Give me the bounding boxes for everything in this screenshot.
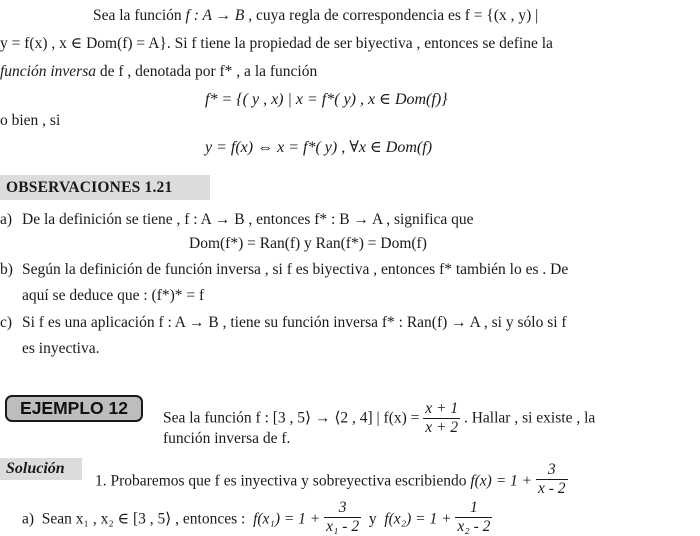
- solucion-a-f1: f(x₁) = 1 +: [253, 510, 321, 528]
- intro-line-1-text-b: f : A → B: [185, 7, 245, 24]
- obs-b-line-2: aquí se deduce que : (f*)* = f: [22, 287, 205, 304]
- solucion-step-1-text: 1. Probaremos que f es inyectiva y sobreyectiva escribiendo: [95, 472, 467, 490]
- solucion-a-f2-fraction: [455, 500, 492, 536]
- intro-line-1-text-a: Sea la función: [93, 7, 186, 24]
- ejemplo-line-2: función inversa de f.: [163, 430, 291, 447]
- obs-c-line-1: Si f es una aplicación f : A → B , tiene su función inversa f* : Ran(f) → A , si y sólo si f: [22, 314, 567, 331]
- intro-line-3-text: de f , denotada por f* , a la función: [96, 63, 318, 80]
- solucion-a-text: Sean x₁ , x₂ ∈ [3 , 5⟩ , entonces :: [41, 510, 246, 528]
- solucion-step-1-fraction: [536, 462, 568, 498]
- solucion-a-f2-numerator: 1: [455, 500, 492, 518]
- obs-a-formula: Dom(f*) = Ran(f) y Ran(f*) = Dom(f): [189, 235, 427, 252]
- solucion-step-1: [95, 462, 568, 498]
- intro-line-1-text-c: , cuya regla de correspondencia es: [244, 7, 465, 24]
- ejemplo-line-1-text-a: Sea la función f : [3 , 5⟩ → ⟨2 , 4] | f(x) =: [163, 409, 420, 427]
- solucion-a-conjunction: y: [368, 510, 377, 528]
- obs-b-label: b): [0, 261, 13, 278]
- solucion-step-1-formula: f(x) = 1 +: [470, 472, 533, 490]
- solucion-label: Solución: [6, 460, 65, 477]
- ejemplo-line-1-text-b: . Hallar , si existe , la: [463, 409, 596, 427]
- intro-line-1-text-d: f = {(x , y) |: [464, 7, 539, 24]
- obs-a-label: a): [0, 211, 13, 228]
- obs-c-line-2: es inyectiva.: [22, 340, 100, 357]
- solucion-a-line: [22, 500, 492, 536]
- obs-a-text: De la definición se tiene , f : A → B , entonces f* : B → A , significa que: [22, 211, 474, 228]
- ejemplo-fraction: [423, 401, 460, 437]
- solucion-a-f2-denominator: x₂ - 2: [457, 518, 491, 536]
- formula-equivalence: y = f(x) ⇔ x = f*( y) , ∀x ∈ Dom(f): [205, 139, 433, 156]
- solucion-step-1-numerator: 3: [536, 462, 568, 480]
- observaciones-title: OBSERVACIONES 1.21: [6, 179, 173, 196]
- solucion-a-label: a): [22, 510, 35, 528]
- obs-b-line-1: Según la definición de función inversa , si f es biyectiva , entonces f* también lo es . De: [22, 261, 569, 278]
- solucion-a-f1-numerator: 3: [324, 500, 361, 518]
- solucion-a-f1-fraction: [324, 500, 361, 536]
- solucion-a-f1-denominator: x₁ - 2: [326, 518, 360, 536]
- ejemplo-badge: EJEMPLO 12: [5, 395, 143, 422]
- ejemplo-fraction-denominator: x + 2: [425, 419, 459, 437]
- obs-c-label: c): [0, 314, 13, 331]
- intro-term-funcion-inversa: función inversa: [0, 63, 96, 80]
- intro-line-5: o bien , si: [0, 112, 61, 129]
- formula-inverse-definition: f* = {( y , x) | x = f*( y) , x ∈ Dom(f)}: [205, 91, 448, 108]
- intro-line-3: [0, 64, 317, 80]
- solucion-a-f2: f(x₂) = 1 +: [384, 510, 452, 528]
- solucion-step-1-denominator: x - 2: [538, 480, 566, 498]
- ejemplo-fraction-numerator: x + 1: [423, 401, 460, 419]
- intro-line-2: y = f(x) , x ∈ Dom(f) = A}. Si f tiene la propiedad de ser biyectiva , entonces se define la: [0, 35, 553, 52]
- intro-line-1: [93, 8, 538, 24]
